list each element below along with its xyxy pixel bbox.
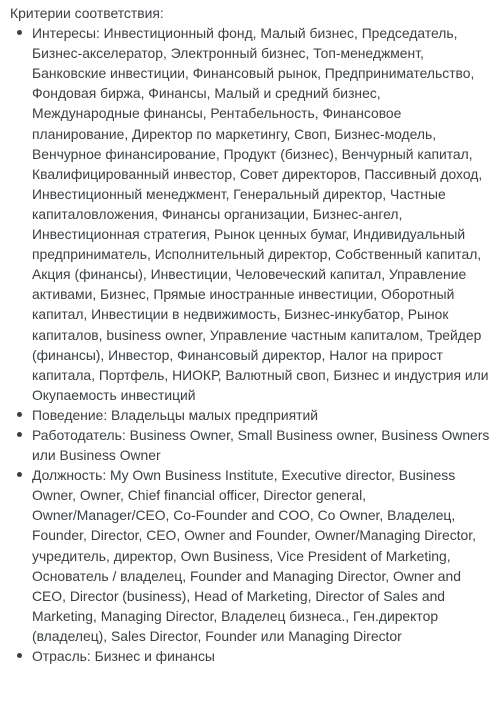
bullet-icon [17,30,22,35]
criteria-item-text: Отрасль: Бизнес и финансы [32,648,215,664]
criteria-item-text: Интересы: Инвестиционный фонд, Малый бизнес, Председатель, Бизнес-акселератор, Электронный бизнес, Топ-менеджмент, Банковские инвестиции, Финансовый рынок, Предпринимательство, Фондовая биржа, Финансы, Малый и средний бизнес, Международные финансы, Рентабельность, Финансовое планирование, Директор по маркетингу, Своп, Бизнес-модель, Венчурное финансирование, Продукт (бизнес), Венчурный капитал, Квалифицированный инвестор, Совет директоров, Пассивный доход, Инвестиционный менеджмент, Генеральный директор, Частные капиталовложения, Финансы организации, Бизнес-ангел, Инвестиционная стратегия, Рынок ценных бумаг, Индивидуальный предприниматель, Исполнительный директор, Собственный капитал, Акция (финансы), Инвестиции, Человеческий капитал, Управление активами, Бизнес, Прямые иностранные инвестиции, Оборотный капитал, Инвестиции в недвижимость, Бизнес-инкубатор, Рынок капиталов, business owner, Управление частным капиталом, Трейдер (финансы), Инвестор, Финансовый директор, Налог на прирост капитала, Портфель, НИОКР, Валютный своп, Бизнес и индустрия или Окупаемость инвестиций [32,25,489,403]
criteria-item-interests [6,23,492,405]
bullet-icon [17,412,22,417]
criteria-item-industry [6,646,492,666]
criteria-heading: Критерии соответствия: [10,5,164,21]
criteria-item-text: Работодатель: Business Owner, Small Business owner, Business Owners или Business Owner [32,426,490,464]
criteria-list [6,23,492,666]
bullet-icon [17,432,22,437]
criteria-item-text: Должность: My Own Business Institute, Executive director, Business Owner, Owner, Chief financial officer, Director general, Owner/Manager/CEO, Co-Founder and COO, Co Owner, Владелец, Founder, Director, CEO, Owner and Founder, Owner/Managing Director, учредитель, директор, Own Business, Vice President of Marketing, Основатель / владелец, Founder and Managing Director, Owner and CEO, Director (business), Head of Marketing, Director of Sales and Marketing, Managing Director, Владелец бизнеса., Ген.директор (владелец), Sales Director, Founder или Managing Director [32,467,476,644]
criteria-item-behavior [6,405,492,425]
criteria-item-job-title [6,465,492,646]
bullet-icon [17,653,22,658]
criteria-item-employer [6,425,492,465]
criteria-item-text: Поведение: Владельцы малых предприятий [32,406,319,423]
bullet-icon [17,472,22,477]
